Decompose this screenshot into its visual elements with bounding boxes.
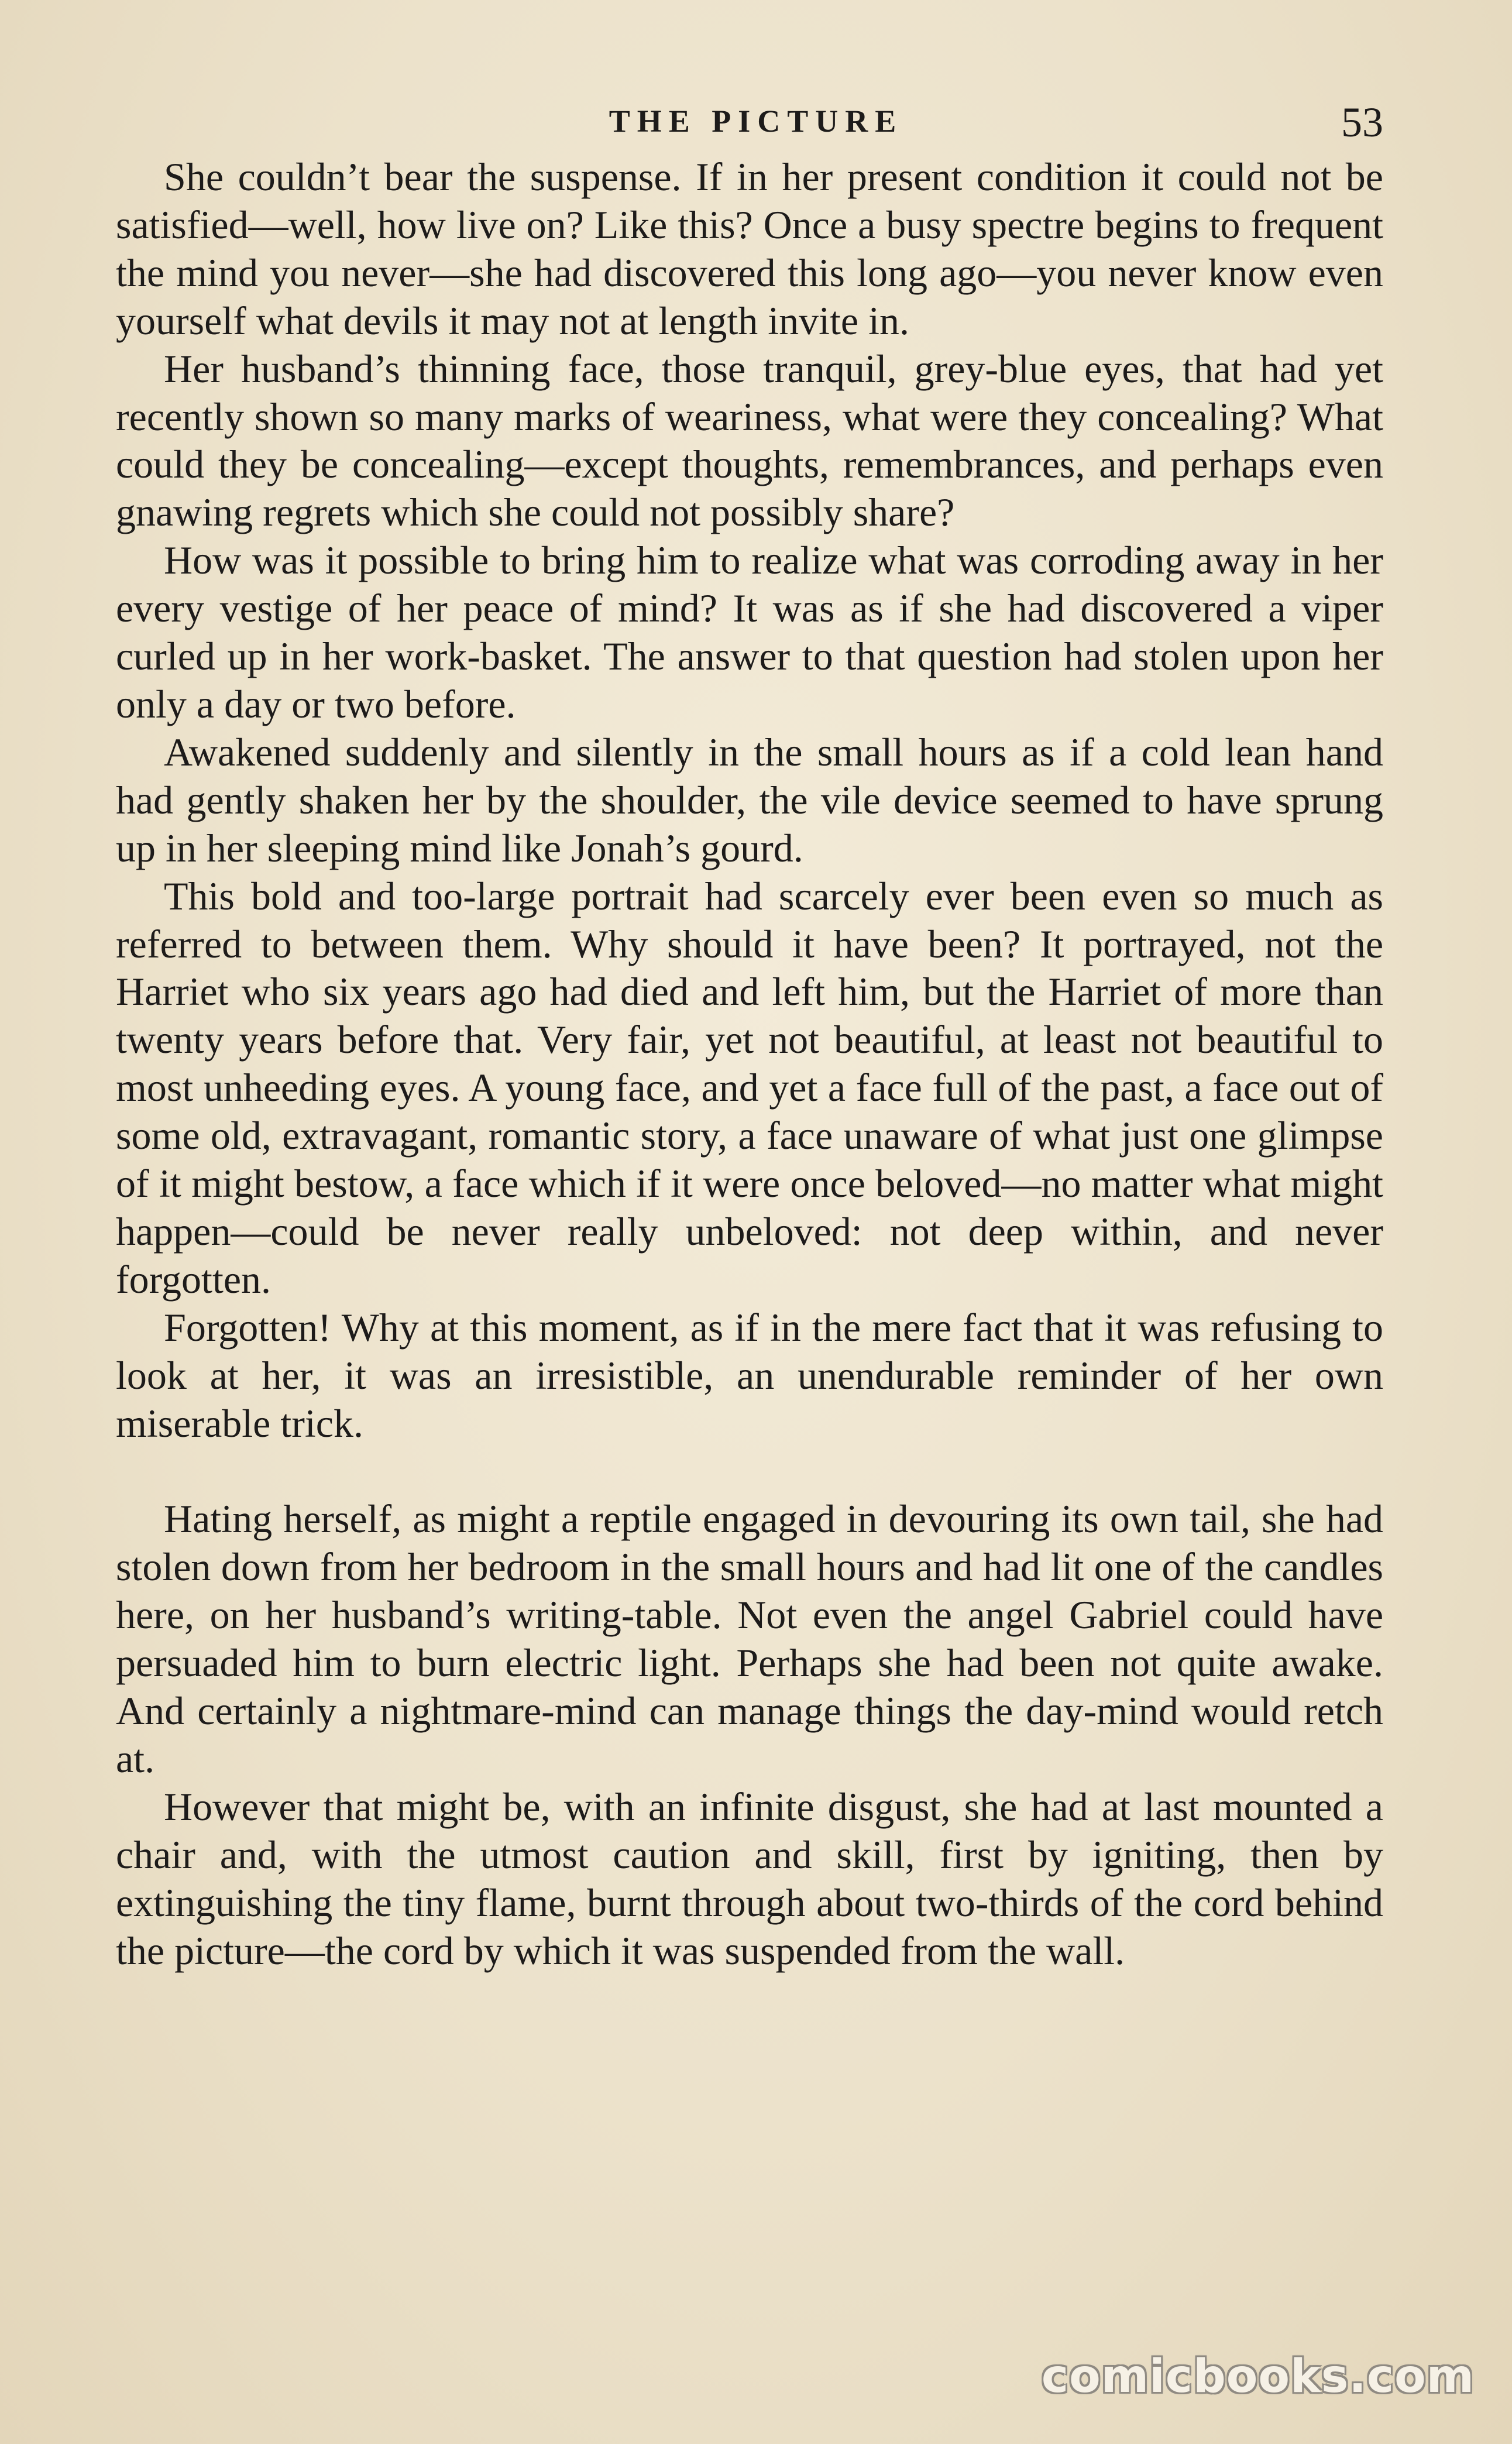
paragraph: This bold and too-large portrait had scarcely ever been even so much as referred to between them. Why should it have been? It portrayed, not the Harriet who six years ago had died and left him, but the Harriet of more than twenty years before that. Very fair, yet not beautiful, at least not beautiful to most unheeding eyes. A young face, and yet a face full of the past, a face out of some old, extravagant, romantic story, a face unaware of what just one glimpse of it might bestow, a face which if it were once beloved—no matter what might happen—could be never really unbeloved: not deep within, and never forgotten. [116, 873, 1383, 1302]
paragraph: Forgotten! Why at this moment, as if in the mere fact that it was refusing to look at her, it was an irresistible, an unendurable reminder of her own miserable trick. [116, 1305, 1383, 1446]
paragraph: Awakened suddenly and silently in the small hours as if a cold lean hand had gently shaken her by the shoulder, the vile device seemed to have sprung up in her sleeping mind like Jonah’s gourd. [116, 729, 1383, 870]
section-break [116, 1447, 1383, 1495]
paragraph: Her husband’s thinning face, those tranquil, grey-blue eyes, that had yet recently shown so many marks of weariness, what were they concealing? What could they be concealing—except thoughts, remembrances, and perhaps even gnawing regrets which she could not possibly share? [116, 346, 1383, 535]
text-body [116, 153, 1383, 1975]
watermark: comicbooks.com [1041, 2350, 1475, 2403]
running-head [0, 98, 1512, 151]
paragraph: She couldn’t bear the suspense. If in her present condition it could not be satisfied—well, how live on? Like this? Once a busy spectre begins to frequent the mind you never—she had discovered this long ago—you never know even yourself what devils it may not at length invite in. [116, 155, 1383, 343]
page-number: 53 [1341, 99, 1383, 146]
paragraph: Hating herself, as might a reptile engaged in devouring its own tail, she had stolen down from her bedroom in the small hours and had lit one of the candles here, on her husband’s writing-table. Not even the angel Gabriel could have persuaded him to burn electric light. Perhaps she had been not quite awake. And certainly a nightmare-mind can manage things the day-mind would retch at. [116, 1496, 1383, 1781]
paragraph: How was it possible to bring him to realize what was corroding away in her every vestige of her peace of mind? It was as if she had discovered a viper curled up in her work-basket. The answer to that question had stolen upon her only a day or two before. [116, 538, 1383, 726]
running-title: THE PICTURE [609, 104, 903, 139]
paragraph: However that might be, with an infinite disgust, she had at last mounted a chair and, with the utmost caution and skill, first by igniting, then by extinguishing the tiny flame, burnt through about two-thirds of the cord behind the picture—the cord by which it was suspended from the wall. [116, 1784, 1383, 1973]
